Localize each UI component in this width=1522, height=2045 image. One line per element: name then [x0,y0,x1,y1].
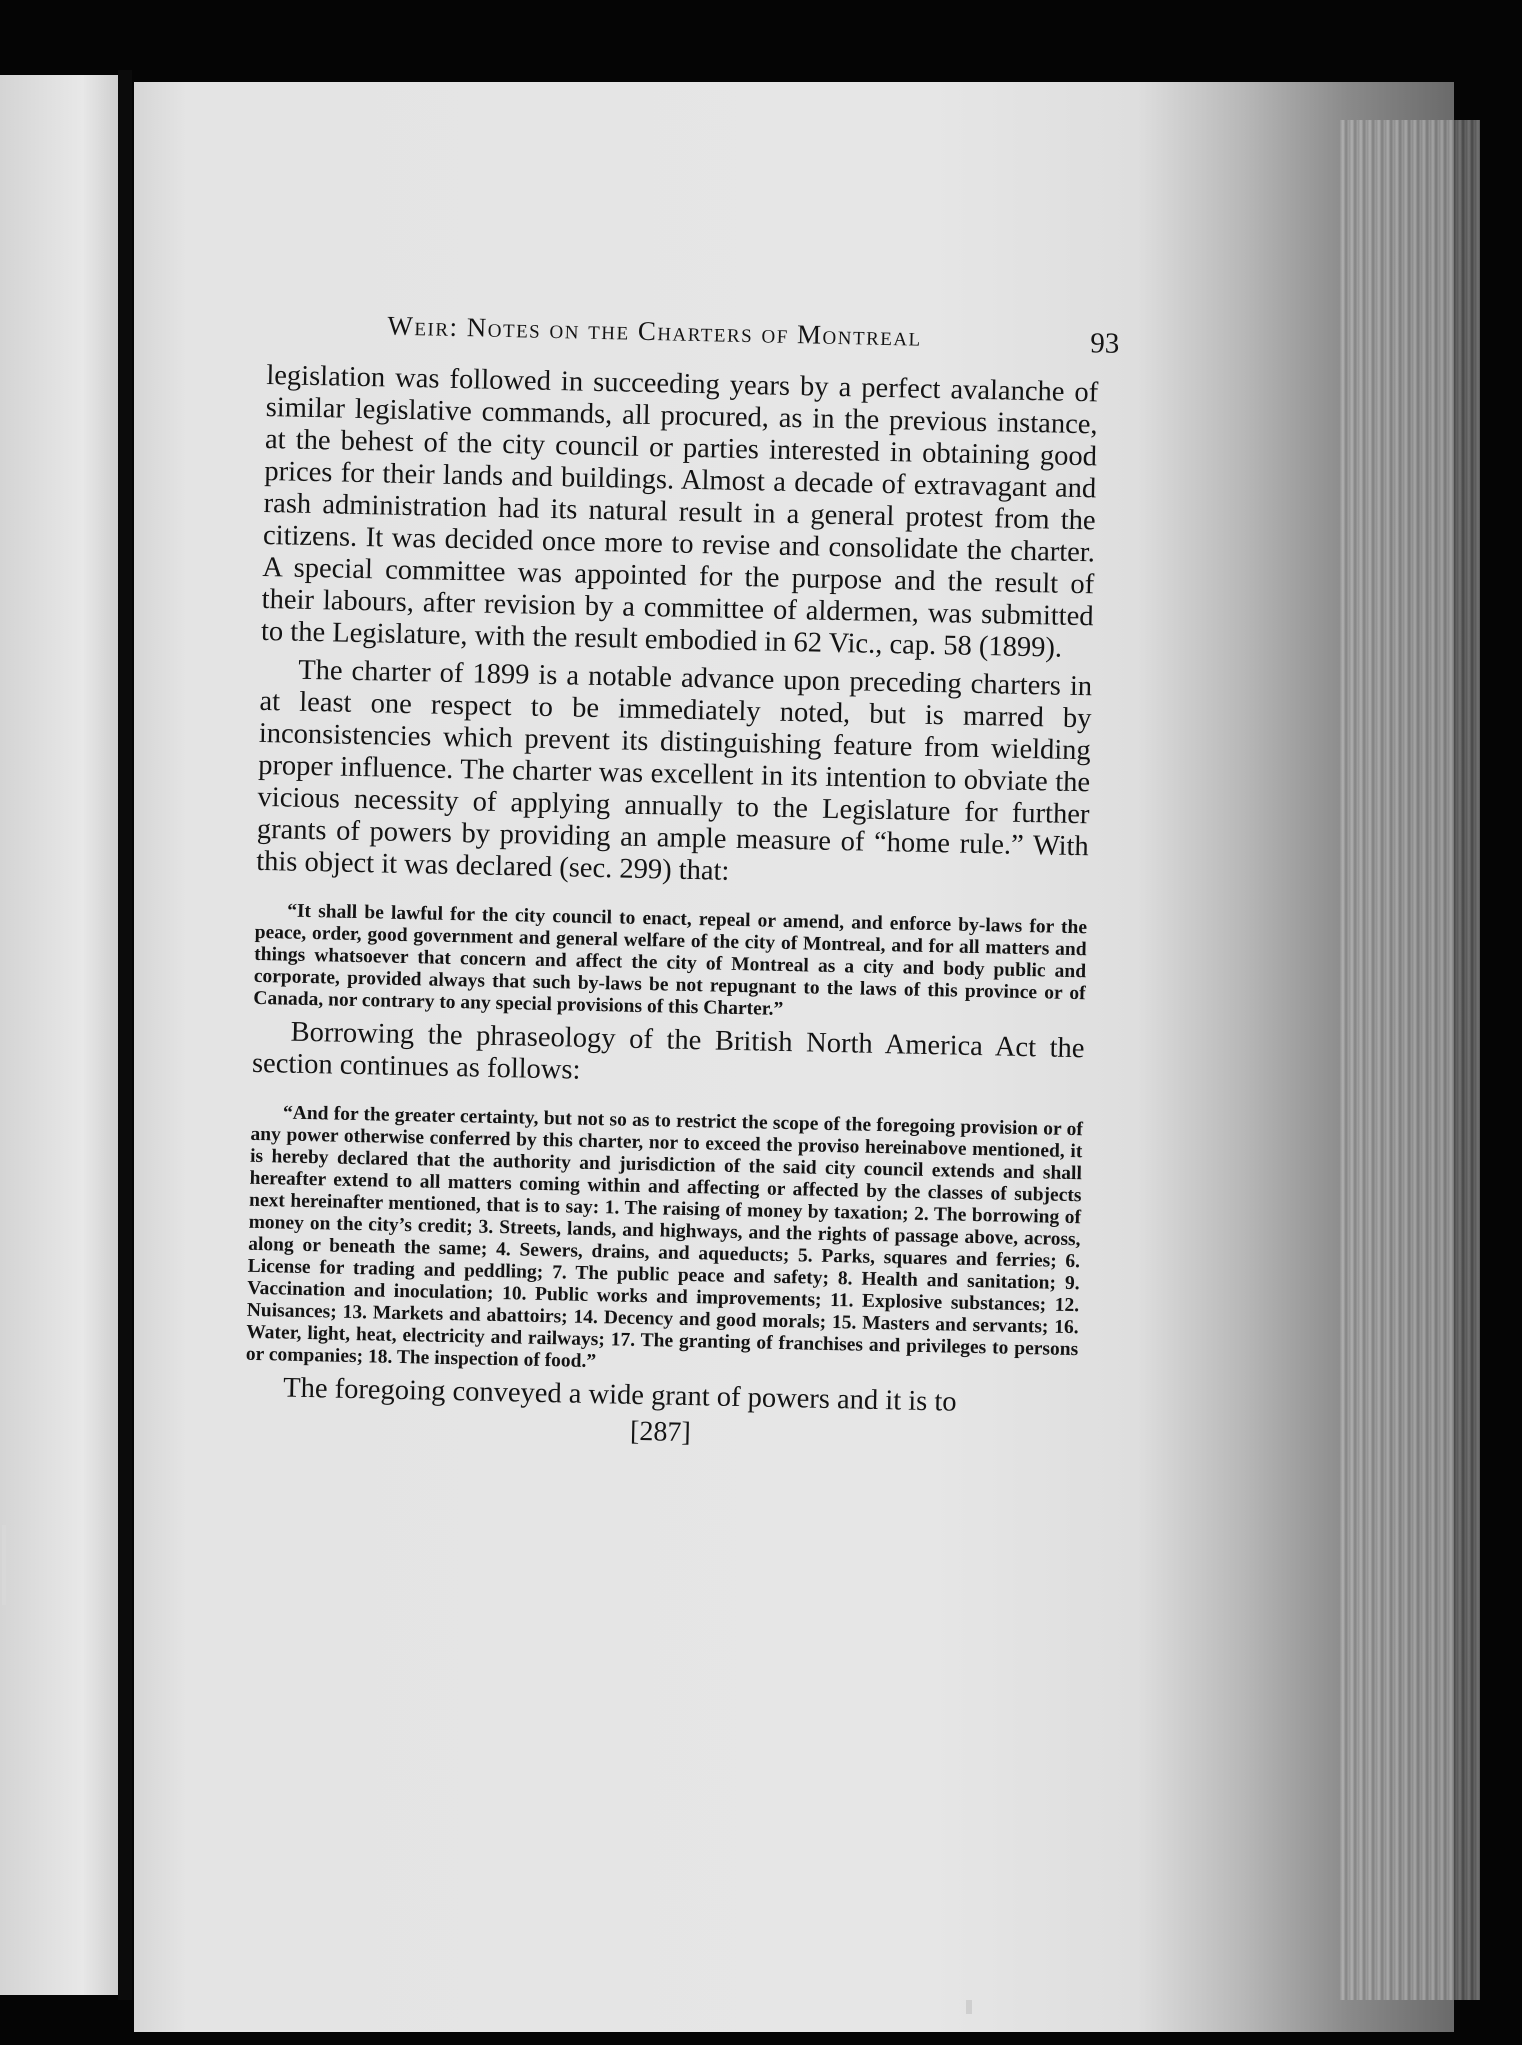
running-title: Weir: Notes on the Charters of Montreal [387,310,923,352]
folio-number: [287] [629,1415,692,1449]
page-text-block [244,300,1120,1457]
block-quote: “And for the greater certainty, but not so as to restrict the scope of the foregoing provision or of any power otherwise conferred by this charter, nor to exceed the proviso hereinabove mentioned, it is hereby declared that the authority and jurisdiction of the said city council extends and shall hereafter extend to all matters coming within and affecting or affected by the classes of subjects next hereinafter mentioned, that is to say: 1. The raising of money by taxation; 2. The borrowing of money on the city’s credit; 3. Streets, lands, and highways, and the rights of passage above, across, along or beneath the same; 4. Sewers, drains, and aqueducts; 5. Parks, squares and ferries; 6. License for trading and peddling; 7. The public peace and safety; 8. Health and sanitation; 9. Vaccination and inoculation; 10. Public works and improvements; 11. Explosive substances; 12. Nuisances; 13. Markets and abattoirs; 14. Decency and good morals; 15. Masters and servants; 16. Water, light, heat, electricity and railways; 17. The granting of franchises and privileges to persons or companies; 18. The inspection of food.” [245,1102,1084,1373]
scan-artifact [966,2000,972,2014]
body-paragraph: Borrowing the phraseology of the British North America Act the section continues as follows: [251,1016,1085,1086]
body-paragraph: The foregoing conveyed a wide grant of powers and it is to [282,1372,957,1418]
book-gutter [118,70,132,2000]
page-fore-edge [1340,120,1480,2000]
facing-page-edge [0,75,118,1995]
page-number: 93 [1089,327,1120,360]
body-paragraph: The charter of 1899 is a notable advance upon preceding charters in at least one respect to be immediately noted, but is marred by inconsistencies which prevent its distinguishing feature from wielding proper influence. The charter was excellent in its intention to obviate the vicious necessity of applying annually to the Legislature for further grants of powers by providing an ample measure of “home rule.” With this object it was declared (sec. 299) that: [255,654,1093,887]
body-paragraph: legislation was followed in succeeding years by a perfect avalanche of similar legislative commands, all procured, as in the previous instance, at the behest of the city council or parties interested in obtaining good prices for their lands and buildings. Almost a decade of extravagant and rash administration had its natural result in a general protest from the citizens. It was decided once more to revise and consolidate the charter. A special committee was appointed for the purpose and the result of their labours, after revision by a committee of aldermen, was submitted to the Legislature, with the result embodied in 62 Vic., cap. 58 (1899). [260,359,1099,664]
margin-mark [2,1525,6,1605]
block-quote: “It shall be lawful for the city council to enact, repeal or amend, and enforce by-laws for the peace, order, good government and general welfare of the city of Montreal, and for all matters and things whatsoever that concern and affect the city of Montreal as a city and body public and corporate, provided always that such by-laws be not repugnant to the laws of this province or of Canada, nor contrary to any special provisions of this Charter.” [253,900,1088,1020]
